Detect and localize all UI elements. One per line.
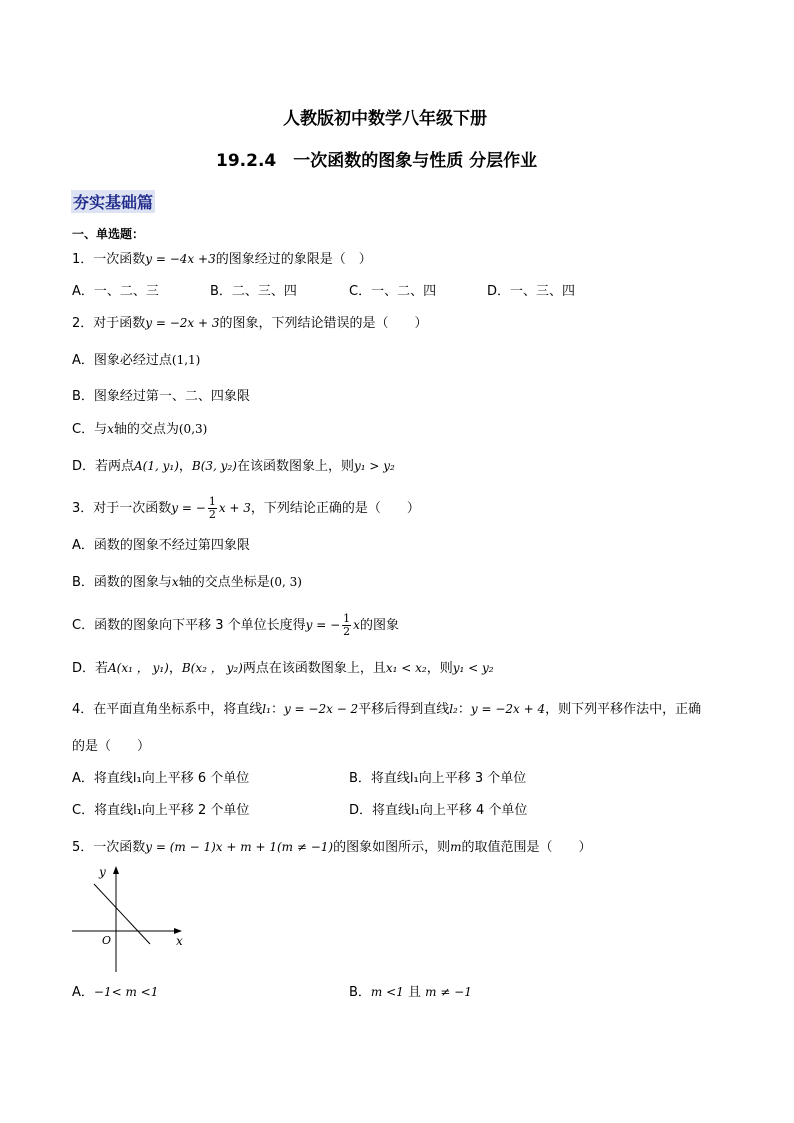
q5-option-b-pre: B． [349, 985, 371, 1000]
q3-option-d-pointA: A(x₁ ， y₁) [108, 661, 169, 675]
q5-option-b-expr2: m ≠ −1 [425, 985, 472, 999]
q3-option-b[interactable] [72, 573, 302, 592]
q5-graph [68, 862, 193, 974]
q4-l2: l₂ [449, 702, 458, 716]
q2-option-a-point: (1,1) [171, 353, 201, 367]
q3-option-c-num: 1 [343, 612, 351, 625]
q5-expr: y = (m − 1)x + m + 1(m ≠ −1) [145, 840, 334, 854]
page-subtitle: 19.2.4 一次函数的图象与性质 分层作业 [216, 151, 538, 171]
q3-option-d-mid: 两点在该函数图象上，且 [242, 661, 386, 676]
q5-option-b-and: 且 [403, 985, 426, 1000]
q5-mid: 的图象如图所示，则 [333, 840, 451, 855]
q2-option-d-pointA: A(1, y₁) [134, 459, 179, 473]
q3-option-d[interactable] [72, 659, 494, 678]
q2-option-d-rel: y₁ > y₂ [353, 459, 395, 473]
q3-option-b-mid: 轴的交点坐标是 [178, 575, 270, 590]
q2-option-d-sep: ， [178, 459, 192, 474]
q4-line2: 的是（ ） [72, 739, 151, 754]
q3-option-d-sep: ， [168, 661, 182, 676]
page-title: 人教版初中数学八年级下册 [283, 109, 487, 129]
q2-option-c-mid: 轴的交点为 [113, 422, 179, 437]
q3-option-c-den: 2 [343, 625, 351, 638]
q3-fraction [208, 496, 217, 521]
q2-option-c[interactable] [72, 420, 207, 439]
q2-option-d[interactable] [72, 457, 395, 476]
q3-option-d-pointB: B(x₂ ， y₂) [181, 661, 243, 675]
q2-option-d-mid: 在该函数图象上，则 [236, 459, 354, 474]
q2-suffix: 的图象，下列结论错误的是（ ） [219, 316, 428, 331]
q5-option-a-pre: A． [72, 985, 94, 1000]
q3-option-d-then: ，则 [426, 661, 453, 676]
q3-option-c-fraction [342, 613, 351, 638]
q1-option-d[interactable]: D．一、三、四 [487, 284, 576, 299]
q3-expr-lhs: y = − [171, 501, 206, 515]
q4-option-c[interactable]: C．将直线l₁向上平移 2 个单位 [72, 803, 250, 818]
q3-option-d-cond: x₁ < x₂ [385, 661, 427, 675]
q5-var: m [450, 840, 462, 854]
question-4 [72, 700, 701, 719]
question-5 [72, 838, 592, 857]
q3-option-a[interactable]: A．函数的图象不经过第四象限 [72, 538, 250, 553]
q5-option-b-expr: m <1 [370, 985, 404, 999]
q3-option-b-pre: B．函数的图象与 [72, 575, 172, 590]
q4-option-d[interactable]: D．将直线l₁向上平移 4 个单位 [349, 803, 528, 818]
q3-option-c-suf: 的图象 [359, 618, 399, 633]
q1-option-b[interactable]: B．二、三、四 [210, 284, 297, 299]
q3-option-c[interactable] [72, 611, 399, 640]
q3-option-b-point: (0, 3) [269, 575, 302, 589]
q3-option-c-rhs: x [353, 618, 360, 632]
q2-prefix: 2．对于函数 [72, 316, 146, 331]
graph-y-label: y [99, 865, 106, 879]
q5-suffix: 的取值范围是（ ） [461, 840, 592, 855]
part-label: 一、单选题： [72, 227, 145, 241]
graph-x-label: x [176, 934, 183, 948]
q1-suffix: 的图象经过的象限是（ ） [215, 252, 372, 267]
q3-expr-rhs: x + 3 [218, 501, 251, 515]
q2-option-a[interactable] [72, 351, 200, 370]
q4-expr2: y = −2x + 4 [470, 702, 546, 716]
q3-option-b-var: x [171, 575, 179, 589]
q2-option-d-pointB: B(3, y₂) [191, 459, 237, 473]
q3-option-d-pre: D．若 [72, 661, 109, 676]
q1-option-c[interactable]: C．一、二、四 [349, 284, 437, 299]
graph-origin-label: O [102, 934, 112, 947]
q3-frac-num: 1 [208, 495, 216, 508]
q2-option-a-text: A．图象必经过点 [72, 353, 172, 368]
q1-expr: y = −4x +3 [145, 252, 216, 266]
q1-prefix: 1．一次函数 [72, 252, 146, 267]
q3-option-c-pre: C．函数的图象向下平移 3 个单位长度得 [72, 618, 306, 633]
q2-option-c-point: (0,3) [178, 422, 208, 436]
q4-colon1: ： [270, 702, 284, 717]
q2-option-d-pre: D．若两点 [72, 459, 135, 474]
q5-option-b[interactable] [349, 983, 472, 1002]
q4-prefix: 4．在平面直角坐标系中，将直线 [72, 702, 263, 717]
q4-expr1: y = −2x − 2 [283, 702, 359, 716]
q1-option-a[interactable]: A．一、二、三 [72, 284, 159, 299]
q2-option-b[interactable]: B．图象经过第一、二、四象限 [72, 389, 250, 404]
q5-prefix: 5．一次函数 [72, 840, 146, 855]
q4-l1: l₁ [262, 702, 271, 716]
question-2 [72, 314, 428, 333]
q3-option-c-lhs: y = − [305, 618, 341, 632]
q4-suffix: ，则下列平移作法中，正确 [545, 702, 702, 717]
y-axis-arrow-icon [113, 866, 119, 874]
q3-prefix: 3．对于一次函数 [72, 501, 172, 516]
q5-option-a[interactable] [72, 983, 158, 1002]
q4-colon2: ： [457, 702, 471, 717]
q4-option-a[interactable]: A．将直线l₁向上平移 6 个单位 [72, 771, 250, 786]
q2-expr: y = −2x + 3 [145, 316, 220, 330]
q2-option-c-var: x [107, 422, 114, 436]
question-1 [72, 250, 372, 269]
section-label: 夯实基础篇 [71, 190, 155, 213]
q3-option-d-rel: y₁ < y₂ [452, 661, 494, 675]
q3-suffix: ，下列结论正确的是（ ） [250, 501, 420, 516]
q4-mid: 平移后得到直线 [358, 702, 450, 717]
question-3 [72, 494, 420, 523]
q3-frac-den: 2 [208, 508, 216, 521]
q4-option-b[interactable]: B．将直线l₁向上平移 3 个单位 [349, 771, 527, 786]
q5-option-a-expr: −1< m <1 [93, 985, 159, 999]
q2-option-c-pre: C．与 [72, 422, 108, 437]
